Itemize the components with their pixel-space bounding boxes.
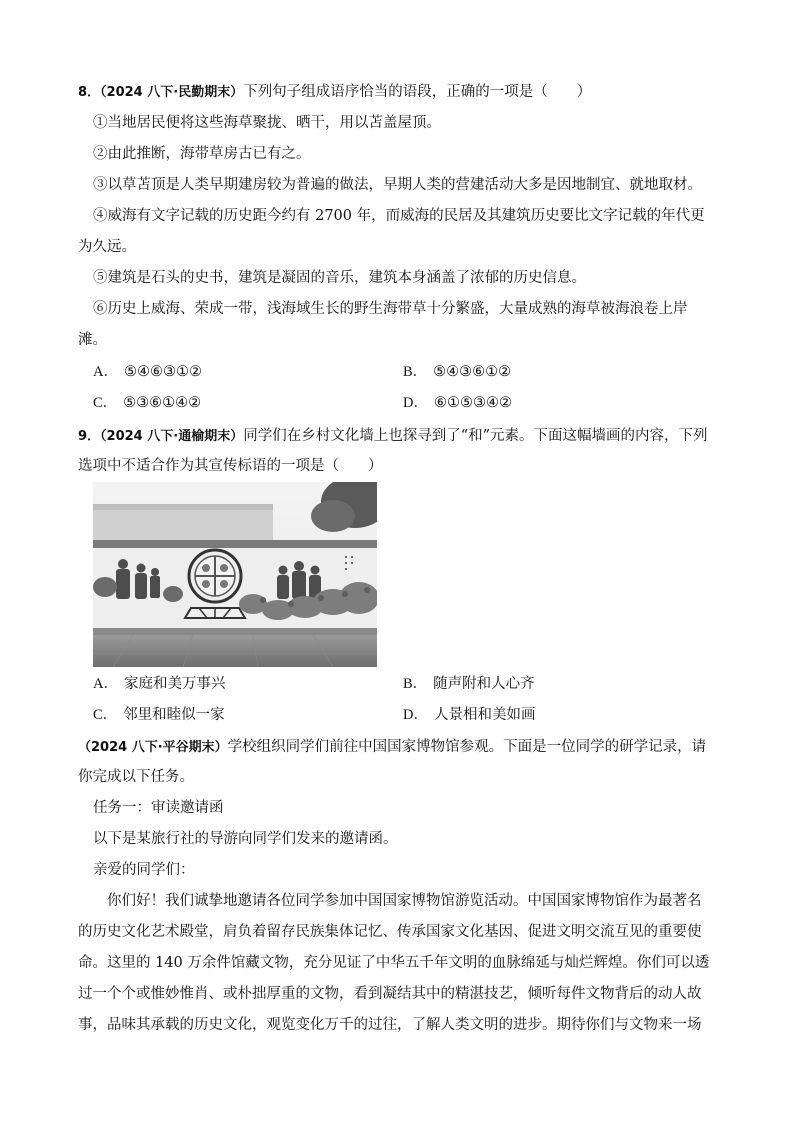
option-text: ⑤④③⑥①② <box>433 364 512 380</box>
option-text: 人景相和美如画 <box>433 707 536 723</box>
letter-greeting: 亲爱的同学们： <box>93 862 195 878</box>
q9-option-d[interactable] <box>403 705 535 725</box>
q8-option-b[interactable] <box>403 362 511 382</box>
question-stem: 下列句子组成语序恰当的语段，正确的一项是（ ） <box>243 84 592 100</box>
sentence-4-cont: 为久远。 <box>78 239 136 255</box>
option-letter: C． <box>93 395 118 411</box>
option-letter: B． <box>403 676 428 692</box>
option-letter: A． <box>93 364 118 380</box>
option-text: 随声附和人心齐 <box>433 676 535 692</box>
option-text: ⑤③⑥①④② <box>123 395 202 411</box>
q8-option-c[interactable] <box>93 393 201 413</box>
letter-line-1: 你们好！我们诚挚地邀请各位同学参加中国国家博物馆游览活动。中国国家博物馆作为最著名 <box>107 893 702 909</box>
question-intro: 学校组织同学们前往中国国家博物馆参观。下面是一位同学的研学记录，请 <box>227 739 707 755</box>
question-stem: 同学们在乡村文化墙上也探寻到了“和”元素。下面这幅墙画的内容，下列 <box>243 428 708 444</box>
question-10-header <box>78 737 706 758</box>
option-letter: C． <box>93 707 118 723</box>
letter-line-3: 命。这里的 140 万余件馆藏文物，充分见证了中华五千年文明的血脉绵延与灿烂辉煌。你们可以透 <box>78 955 710 971</box>
option-letter: D． <box>403 707 428 723</box>
question-8-header <box>78 82 591 103</box>
question-9-header <box>78 426 708 447</box>
option-text: ⑥①⑤③④② <box>433 395 512 411</box>
q8-option-a[interactable] <box>93 362 202 382</box>
q9-option-a[interactable] <box>93 674 225 694</box>
q9-option-b[interactable] <box>403 674 535 694</box>
question-source: （2024 八下·通榆期末） <box>100 429 244 444</box>
sentence-1: ①当地居民便将这些海草聚拢、晒干，用以苫盖屋顶。 <box>93 115 441 131</box>
sentence-2: ②由此推断，海带草房古已有之。 <box>93 146 311 162</box>
option-letter: B． <box>403 364 428 380</box>
question-10-intro-cont: 你完成以下任务。 <box>78 769 194 785</box>
question-9-stem-cont: 选项中不适合作为其宣传标语的一项是（ ） <box>78 458 383 474</box>
option-text: ⑤④⑥③①② <box>123 364 202 380</box>
option-letter: D． <box>403 395 428 411</box>
question-source: （2024 八下·平谷期末） <box>78 740 228 755</box>
question-number: 8． <box>78 85 101 100</box>
sentence-6: ⑥历史上威海、荣成一带，浅海域生长的野生海带草十分繁盛，大量成熟的海草被海浪卷上岸 <box>93 301 688 317</box>
option-text: 家庭和美万事兴 <box>123 676 226 692</box>
question-source: （2024 八下·民勤期末） <box>100 85 244 100</box>
sentence-6-cont: 滩。 <box>78 332 107 348</box>
sentence-5: ⑤建筑是石头的史书，建筑是凝固的音乐，建筑本身涵盖了浓郁的历史信息。 <box>93 270 586 286</box>
task-1-title: 任务一：审读邀请函 <box>93 800 224 816</box>
q9-option-c[interactable] <box>93 705 225 725</box>
task-1-description: 以下是某旅行社的导游向同学们发来的邀请函。 <box>93 831 398 847</box>
letter-line-4: 过一个个或惟妙惟肖、或朴拙厚重的文物，看到凝结其中的精湛技艺，倾听每件文物背后的动人故 <box>78 986 702 1002</box>
option-letter: A． <box>93 676 118 692</box>
culture-wall-photo <box>93 482 377 667</box>
option-text: 邻里和睦似一家 <box>123 707 225 723</box>
q8-option-d[interactable] <box>403 393 512 413</box>
letter-line-2: 的历史文化艺术殿堂，肩负着留存民族集体记忆、传承国家文化基因、促进文明交流互见的重要使 <box>78 924 702 940</box>
sentence-4: ④威海有文字记载的历史距今约有 2700 年，而威海的民居及其建筑历史要比文字记载的年代更 <box>93 208 705 224</box>
sentence-3: ③以草苫顶是人类早期建房较为普遍的做法，早期人类的营建活动大多是因地制宜、就地取材。 <box>93 177 702 193</box>
letter-line-5: 事，品味其承载的历史文化，观览变化万千的过往，了解人类文明的进步。期待你们与文物来一场 <box>78 1017 702 1033</box>
question-number: 9． <box>78 429 101 444</box>
